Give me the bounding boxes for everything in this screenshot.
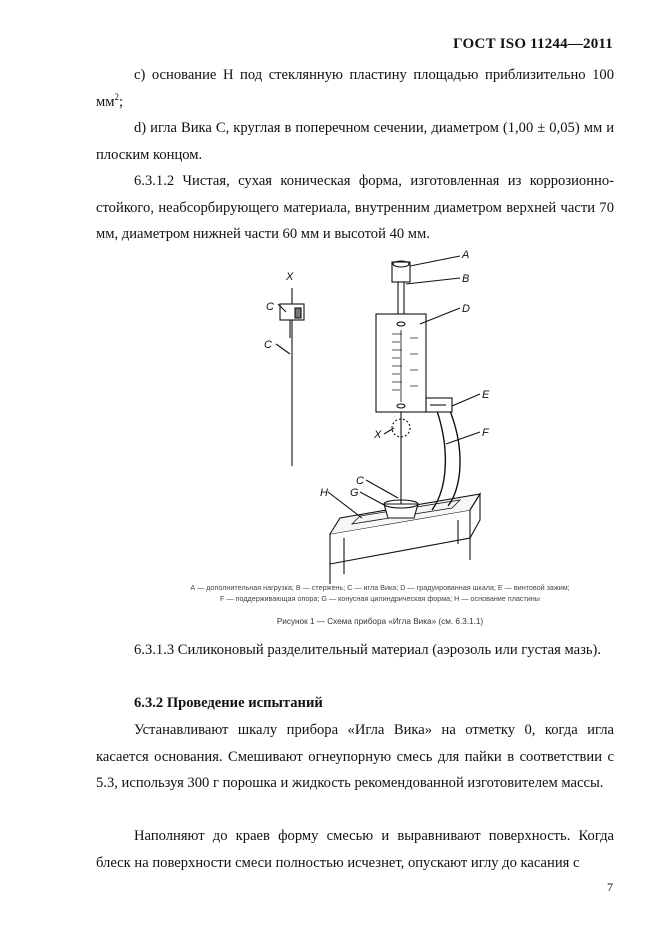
figure-label-h: H xyxy=(320,487,328,499)
figure-label-c-detail: C xyxy=(264,339,272,351)
item-c-end: ; xyxy=(118,93,124,110)
heading-632-text: 6.3.2 Проведение испытаний xyxy=(134,695,323,711)
vicat-apparatus-diagram xyxy=(130,248,600,584)
p-scale-text: Устанавливают шкалу прибора «Игла Вика» на отметку 0, когда игла касается основания. Смешивают огнеупорную смесь для пайки в соответствии с 5.3, используя 300 г порошка и жидкость рекомендованной изготовителем массы. xyxy=(96,722,614,791)
paragraph-scale xyxy=(96,717,614,797)
paragraph-item-d xyxy=(96,115,614,168)
standard-header: ГОСТ ISO 11244—2011 xyxy=(453,36,613,52)
paragraph-item-c xyxy=(96,62,614,115)
p-fill-text: Наполняют до краев форму смесью и выравнивают поверхность. Когда блеск на поверхности смеси полностью исчезнет, опускают иглу до касания с xyxy=(96,828,614,871)
figure-label-a: A xyxy=(462,249,470,261)
figure-legend-line-2: F — поддерживающая опора; G — конусная цилиндрическая форма; Н — основание пластины xyxy=(220,594,540,603)
figure-label-e: E xyxy=(482,389,490,401)
paragraph-6-3-1-2 xyxy=(96,168,614,248)
figure-label-g: G xyxy=(350,487,359,499)
p6312-text: 6.3.1.2 Чистая, сухая коническая форма, изготовленная из коррозионно-стойкого, неабсорбирующего материала, внутренним диаметром верхней части 70 мм, диаметром нижней части 60 мм и высотой 40 мм. xyxy=(96,173,614,242)
figure-label-c-main: C xyxy=(356,475,364,487)
figure-legend-line-1: А — дополнительная нагрузка; В — стержень; С — игла Вика; D — градуированная шкала; Е — винтовой зажим; xyxy=(190,583,570,592)
figure-label-c-detail-top: C xyxy=(266,301,274,313)
paragraph-6-3-1-3 xyxy=(96,637,614,664)
paragraph-fill xyxy=(96,823,614,876)
page-number: 7 xyxy=(607,880,613,894)
figure-label-x-main: X xyxy=(374,429,382,441)
vicat-needle-figure xyxy=(130,248,600,584)
p6313-text: 6.3.1.3 Силиконовый разделительный материал (аэрозоль или густая мазь). xyxy=(134,642,602,658)
figure-label-d: D xyxy=(462,303,470,315)
item-c-superscript: 2 xyxy=(114,91,119,102)
figure-caption: Рисунок 1 — Схема прибора «Игла Вика» (см. 6.3.1.1) xyxy=(276,617,484,626)
figure-label-x-detail: X xyxy=(286,271,294,283)
figure-label-f: F xyxy=(482,427,489,439)
section-heading-6-3-2 xyxy=(96,690,614,717)
item-c-text: c) основание Н под стеклянную пластину площадью приблизительно 100 мм xyxy=(96,67,614,110)
item-d-text: d) игла Вика С, круглая в поперечном сечении, диаметром (1,00 ± 0,05) мм и плоским концом. xyxy=(96,120,614,163)
figure-label-b: B xyxy=(462,273,470,285)
